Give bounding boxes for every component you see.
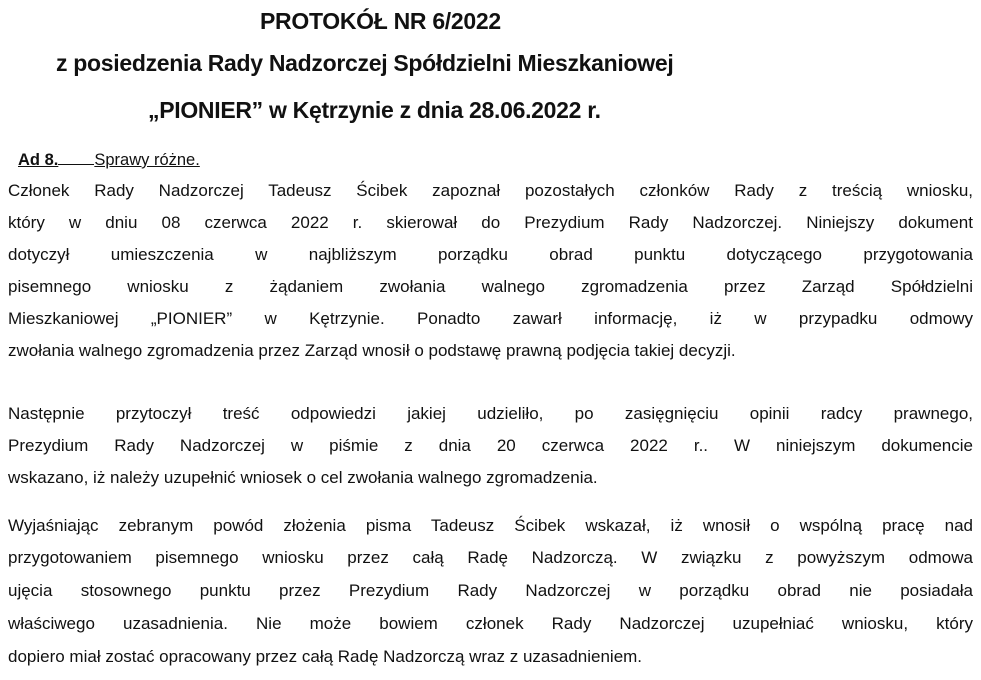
text-line: ujęcia stosownego punktu przez Prezydium Rady Nadzorczej w porządku obrad nie posiadała xyxy=(8,581,973,600)
text-line: właściwego uzasadnienia. Nie może bowiem członek Rady Nadzorczej uzupełniać wniosku, który xyxy=(8,614,973,633)
section-heading xyxy=(18,150,200,170)
text-line: Wyjaśniając zebranym powód złożenia pisma Tadeusz Ścibek wskazał, iż wnosił o wspólną pracę nad xyxy=(8,516,973,535)
text-line: Prezydium Rady Nadzorczej w piśmie z dnia 20 czerwca 2022 r.. W niniejszym dokumencie xyxy=(8,436,973,455)
text-line: Mieszkaniowej „PIONIER” w Kętrzynie. Ponadto zawarł informację, iż w przypadku odmowy xyxy=(8,309,973,328)
text-line: Następnie przytoczył treść odpowiedzi jakiej udzieliło, po zasięgnięciu opinii radcy prawnego, xyxy=(8,404,973,423)
section-subject: Sprawy różne. xyxy=(94,151,200,169)
section-number: Ad 8. xyxy=(18,151,59,169)
text-line: zwołania walnego zgromadzenia przez Zarząd wnosił o podstawę prawną podjęcia takiej decyzji. xyxy=(8,341,736,360)
document-title: PROTOKÓŁ NR 6/2022 xyxy=(260,8,501,34)
document-subtitle: z posiedzenia Rady Nadzorczej Spółdzielni Mieszkaniowej xyxy=(56,50,674,76)
text-line: dopiero miał zostać opracowany przez całą Radę Nadzorczą wraz z uzasadnieniem. xyxy=(8,647,643,666)
underline-gap xyxy=(58,150,94,165)
text-line: przygotowaniem pisemnego wniosku przez całą Radę Nadzorczą. W związku z powyższym odmowa xyxy=(8,548,973,567)
text-line: Członek Rady Nadzorczej Tadeusz Ścibek zapoznał pozostałych członków Rady z treścią wniosku, xyxy=(8,181,973,200)
text-line: wskazano, iż należy uzupełnić wniosek o cel zwołania walnego zgromadzenia. xyxy=(8,468,598,487)
document-subtitle-date: „PIONIER” w Kętrzynie z dnia 28.06.2022 r. xyxy=(148,97,601,123)
text-line: dotyczył umieszczenia w najbliższym porządku obrad punktu dotyczącego przygotowania xyxy=(8,245,973,264)
text-line: pisemnego wniosku z żądaniem zwołania walnego zgromadzenia przez Zarząd Spółdzielni xyxy=(8,277,973,296)
text-line: który w dniu 08 czerwca 2022 r. skierował do Prezydium Rady Nadzorczej. Niniejszy dokument xyxy=(8,213,973,232)
